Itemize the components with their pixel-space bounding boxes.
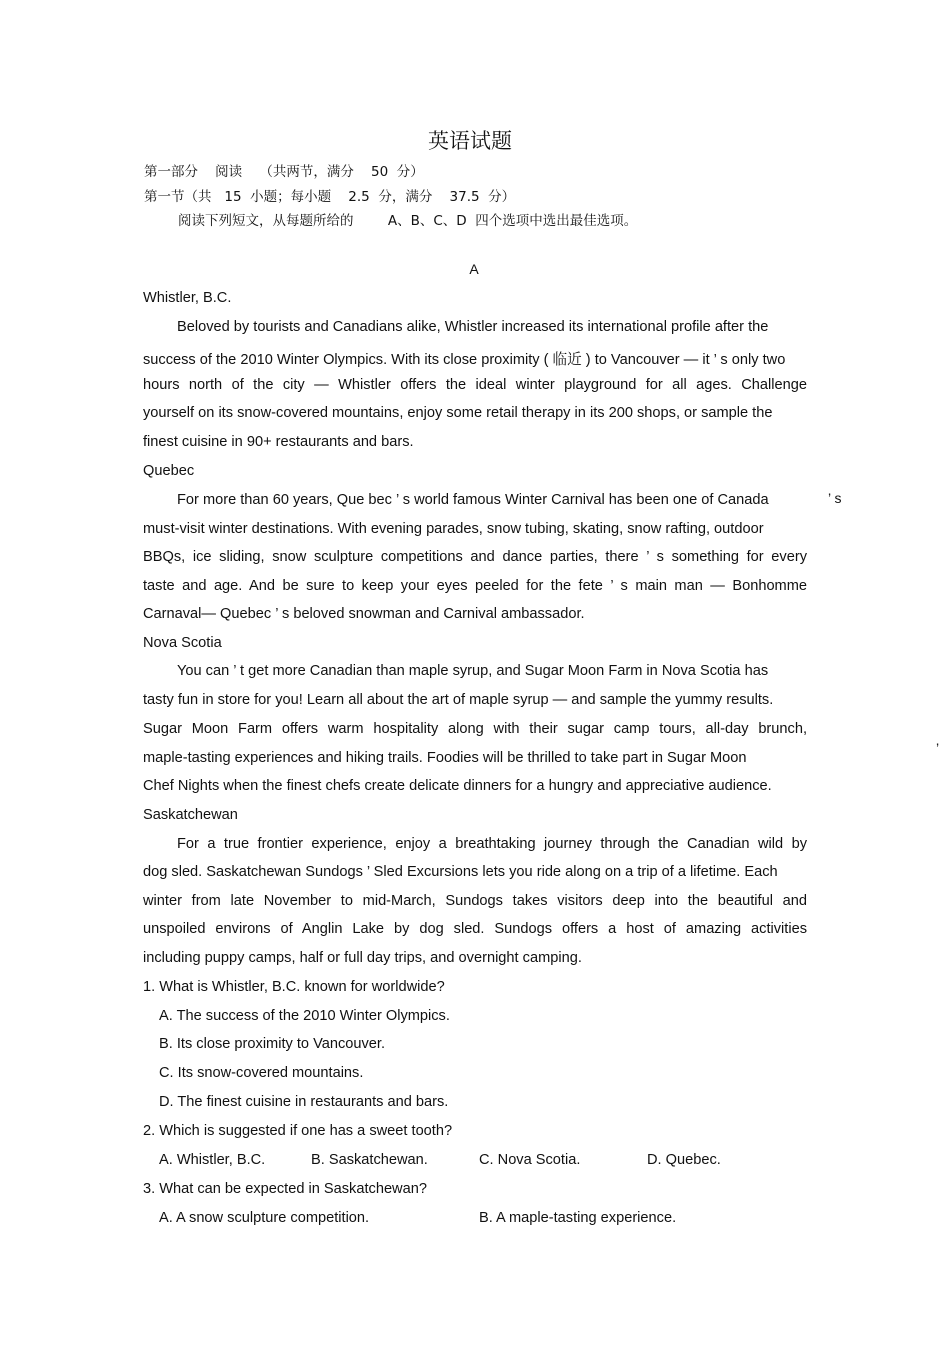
- quebec-line-1: For more than 60 years, Que bec ’ s world famous Winter Carnival has been one of Canada: [177, 492, 769, 508]
- question-2-stem: 2. Which is suggested if one has a sweet tooth?: [143, 1123, 453, 1139]
- section-heading: 第一节（共 15 小题；每小题 2.5 分，满分 37.5 分）: [144, 189, 516, 205]
- quebec-line-3: BBQs, ice sliding, snow sculpture competitions and dance parties, there ’ s something for every: [143, 549, 807, 565]
- question-1-option-a: A. The success of the 2010 Winter Olympics.: [159, 1008, 450, 1024]
- question-3-stem: 3. What can be expected in Saskatchewan?: [143, 1181, 427, 1197]
- nova-scotia-heading: Nova Scotia: [143, 635, 222, 651]
- question-1-option-c: C. Its snow-covered mountains.: [159, 1065, 364, 1081]
- saskatchewan-line-1: For a true frontier experience, enjoy a breathtaking journey through the Canadian wild by: [177, 836, 807, 852]
- question-1-option-d: D. The finest cuisine in restaurants and bars.: [159, 1094, 449, 1110]
- saskatchewan-line-5: including puppy camps, half or full day trips, and overnight camping.: [143, 950, 582, 966]
- nova-scotia-line-1: You can ’ t get more Canadian than maple syrup, and Sugar Moon Farm in Nova Scotia has: [177, 663, 769, 679]
- nova-scotia-line-4: maple-tasting experiences and hiking trails. Foodies will be thrilled to take part in Sugar Moon: [143, 750, 747, 766]
- part-heading: 第一部分 阅读 （共两节，满分 50 分）: [144, 164, 424, 180]
- saskatchewan-line-2: dog sled. Saskatchewan Sundogs ’ Sled Excursions lets you ride along on a trip of a lifetime. Each: [143, 864, 778, 880]
- quebec-heading: Quebec: [143, 463, 195, 479]
- question-2-option-d: D. Quebec.: [647, 1152, 721, 1168]
- whistler-line-3: hours north of the city — Whistler offers the ideal winter playground for all ages. Challenge: [143, 377, 807, 393]
- question-2-option-c: C. Nova Scotia.: [479, 1152, 581, 1168]
- question-2-option-a: A. Whistler, B.C.: [159, 1152, 266, 1168]
- question-2-option-b: B. Saskatchewan.: [311, 1152, 428, 1168]
- question-1-stem: 1. What is Whistler, B.C. known for worldwide?: [143, 979, 445, 995]
- whistler-line-2: success of the 2010 Winter Olympics. With its close proximity ( 临近 ) to Vancouver — it ’ s only two: [143, 352, 786, 368]
- whistler-heading: Whistler, B.C.: [143, 290, 232, 306]
- saskatchewan-heading: Saskatchewan: [143, 807, 238, 823]
- whistler-line-4: yourself on its snow-covered mountains, enjoy some retail therapy in its 200 shops, or sample the: [143, 405, 773, 421]
- instruction-text: 阅读下列短文，从每题所给的 A、B、C、D 四个选项中选出最佳选项。: [178, 213, 638, 229]
- whistler-line-1: Beloved by tourists and Canadians alike, Whistler increased its international profile after the: [177, 319, 769, 335]
- quebec-line-5: Carnaval— Quebec ’ s beloved snowman and Carnival ambassador.: [143, 606, 585, 622]
- question-1-option-b: B. Its close proximity to Vancouver.: [159, 1036, 386, 1052]
- question-3-option-b: B. A maple-tasting experience.: [479, 1210, 677, 1226]
- quebec-line-2: must-visit winter destinations. With evening parades, snow tubing, skating, snow rafting, outdoor: [143, 521, 764, 537]
- nova-scotia-line-2: tasty fun in store for you! Learn all about the art of maple syrup — and sample the yummy results.: [143, 692, 774, 708]
- quebec-stray-apostrophe: ’ s: [828, 490, 842, 506]
- exam-title: 英语试题: [428, 129, 512, 153]
- saskatchewan-line-3: winter from late November to mid-March, Sundogs takes visitors deep into the beautiful and: [143, 893, 807, 909]
- passage-letter: A: [469, 261, 479, 277]
- nova-scotia-line-5: Chef Nights when the finest chefs create delicate dinners for a hungry and appreciative audience.: [143, 778, 772, 794]
- nova-scotia-stray-apostrophe: ’: [936, 740, 940, 756]
- whistler-line-5: finest cuisine in 90+ restaurants and bars.: [143, 434, 414, 450]
- saskatchewan-line-4: unspoiled environs of Anglin Lake by dog sled. Sundogs offers a host of amazing activities: [143, 921, 807, 937]
- nova-scotia-line-3: Sugar Moon Farm offers warm hospitality along with their sugar camp tours, all-day brunch,: [143, 721, 807, 737]
- quebec-line-4: taste and age. And be sure to keep your eyes peeled for the fete ’ s main man — Bonhomme: [143, 578, 807, 594]
- question-3-option-a: A. A snow sculpture competition.: [159, 1210, 370, 1226]
